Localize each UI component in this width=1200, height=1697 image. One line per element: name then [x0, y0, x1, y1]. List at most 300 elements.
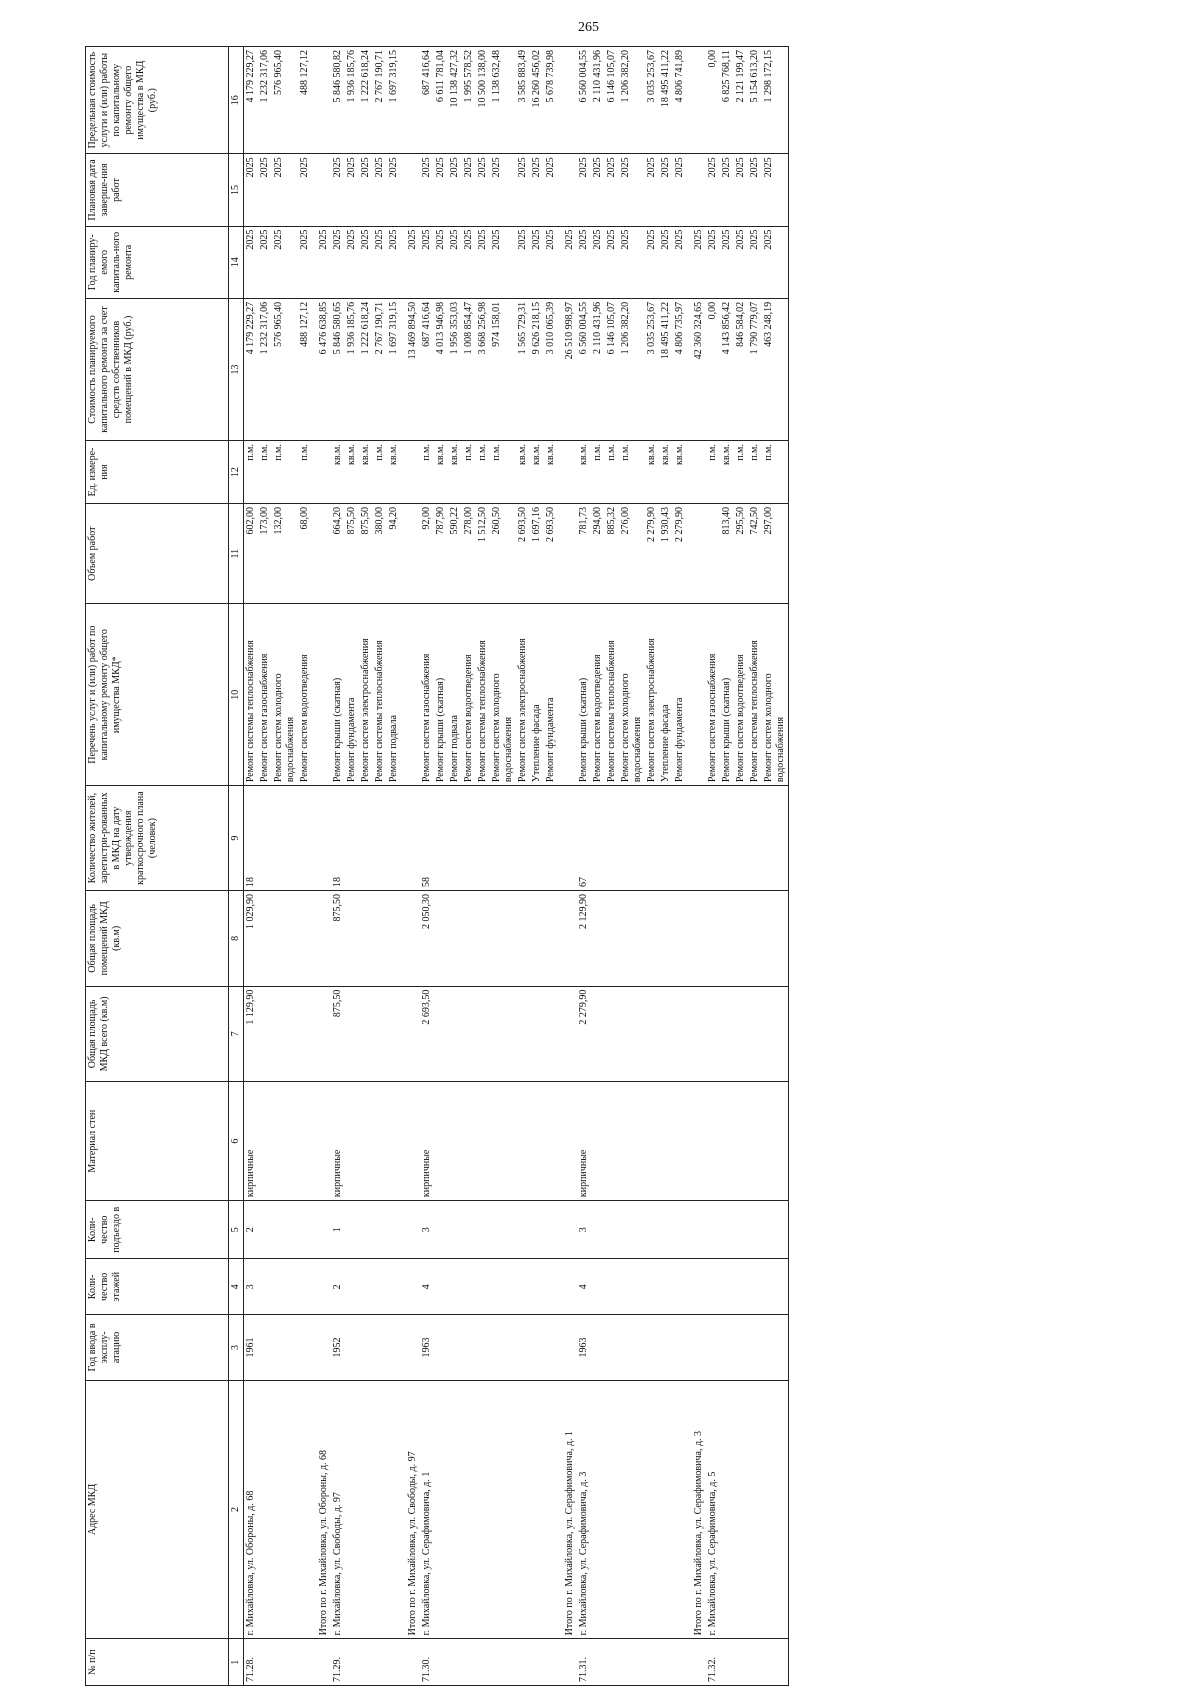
empty-cell [401, 1259, 420, 1315]
work-unit-cell: п.м. [748, 441, 762, 504]
address-cell [345, 1380, 359, 1639]
work-limit-cell: 576 965,40 [272, 47, 298, 154]
floors-cell [258, 1259, 272, 1315]
total-area-cell [619, 986, 645, 1082]
work-year-cell: 2025 [645, 226, 659, 298]
wall-material-cell [258, 1082, 272, 1201]
total-row [687, 47, 706, 1686]
year-commissioned-cell [544, 1315, 558, 1380]
residents-cell [373, 786, 387, 891]
work-cost-cell: 576 965,40 [272, 298, 298, 440]
column-number-8: 8 [229, 891, 244, 987]
empty-cell [401, 1315, 420, 1380]
table-row [258, 47, 272, 1686]
residents-cell [462, 786, 476, 891]
address-cell [762, 1380, 789, 1639]
work-end-cell: 2025 [490, 154, 516, 226]
floors-cell [619, 1259, 645, 1315]
total-area-cell [462, 986, 476, 1082]
column-header-7: Общая площадь МКД всего (кв.м) [86, 986, 229, 1082]
total-area-cell [734, 986, 748, 1082]
empty-cell [401, 504, 420, 604]
work-limit-cell: 1 232 317,06 [258, 47, 272, 154]
rooms-area-cell [516, 891, 530, 987]
residents-cell [490, 786, 516, 891]
column-number-13: 13 [229, 298, 244, 440]
work-cost-cell: 9 626 218,15 [530, 298, 544, 440]
year-commissioned-cell [345, 1315, 359, 1380]
work-cost-cell: 4 143 856,42 [720, 298, 734, 440]
empty-cell [558, 504, 577, 604]
rooms-area-cell [373, 891, 387, 987]
total-cost: 42 360 324,65 [687, 298, 706, 440]
work-year-cell: 2025 [373, 226, 387, 298]
work-cost-cell: 5 846 580,65 [331, 298, 345, 440]
rooms-area-cell [387, 891, 401, 987]
work-year-cell: 2025 [298, 226, 312, 298]
work-year-cell: 2025 [345, 226, 359, 298]
empty-cell [401, 986, 420, 1082]
residents-cell [605, 786, 619, 891]
column-header-10: Перечень услуг и (или) работ по капитальному ремонту общего имущества МКД* [86, 604, 229, 786]
wall-material-cell: кирпичные [577, 1082, 591, 1201]
table-row [659, 47, 673, 1686]
residents-cell [706, 786, 720, 891]
work-cost-cell: 4 806 735,97 [673, 298, 687, 440]
empty-cell [312, 986, 331, 1082]
work-limit-cell: 1 697 319,15 [387, 47, 401, 154]
work-cost-cell: 463 248,19 [762, 298, 789, 440]
year-commissioned-cell [720, 1315, 734, 1380]
row-number [591, 1639, 605, 1686]
table-row [645, 47, 659, 1686]
work-limit-cell: 18 495 411,22 [659, 47, 673, 154]
entrances-cell [490, 1201, 516, 1259]
table-header [86, 47, 244, 1686]
work-unit-cell: п.м. [373, 441, 387, 504]
entrances-cell [720, 1201, 734, 1259]
work-limit-cell: 687 416,64 [420, 47, 434, 154]
total-label: Итого по г. Михайловка, ул. Серафимовича, д. 3 [687, 1380, 706, 1639]
work-unit-cell: п.м. [706, 441, 720, 504]
wall-material-cell [734, 1082, 748, 1201]
address-cell [720, 1380, 734, 1639]
row-number [298, 1639, 312, 1686]
work-end-cell: 2025 [272, 154, 298, 226]
work-end-cell: 2025 [619, 154, 645, 226]
residents-cell [448, 786, 462, 891]
work-volume-cell: 602,00 [244, 504, 259, 604]
work-year-cell: 2025 [748, 226, 762, 298]
total-area-cell [762, 986, 789, 1082]
address-cell [591, 1380, 605, 1639]
column-header-16: Предельная стоимость услуги и (или) работы по капитальному ремонту общего имущества в МКД (руб.) [86, 47, 229, 154]
work-end-cell: 2025 [345, 154, 359, 226]
empty-cell [312, 47, 331, 154]
row-number: 71.28. [244, 1639, 259, 1686]
empty-cell [687, 1315, 706, 1380]
wall-material-cell: кирпичные [331, 1082, 345, 1201]
work-name-cell: Ремонт систем водоотведения [462, 604, 476, 786]
floors-cell [476, 1259, 490, 1315]
work-year-cell: 2025 [462, 226, 476, 298]
work-cost-cell: 687 416,64 [420, 298, 434, 440]
work-limit-cell: 5 678 739,98 [544, 47, 558, 154]
entrances-cell: 1 [331, 1201, 345, 1259]
address-cell: г. Михайловка, ул. Серафимовича, д. 1 [420, 1380, 434, 1639]
table-row [748, 47, 762, 1686]
work-end-cell: 2025 [258, 154, 272, 226]
work-year-cell: 2025 [490, 226, 516, 298]
column-number-14: 14 [229, 226, 244, 298]
rooms-area-cell [530, 891, 544, 987]
rooms-area-cell [645, 891, 659, 987]
rooms-area-cell [448, 891, 462, 987]
floors-cell: 3 [244, 1259, 259, 1315]
work-volume-cell: 294,00 [591, 504, 605, 604]
work-volume-cell: 781,73 [577, 504, 591, 604]
work-volume-cell: 297,00 [762, 504, 789, 604]
floors-cell [298, 1259, 312, 1315]
work-end-cell: 2025 [298, 154, 312, 226]
entrances-cell [762, 1201, 789, 1259]
work-end-cell: 2025 [434, 154, 448, 226]
work-name-cell: Ремонт фундамента [345, 604, 359, 786]
work-cost-cell: 3 668 256,98 [476, 298, 490, 440]
wall-material-cell [298, 1082, 312, 1201]
rooms-area-cell: 1 029,90 [244, 891, 259, 987]
empty-cell [401, 891, 420, 987]
year-commissioned-cell: 1963 [420, 1315, 434, 1380]
year-commissioned-cell [659, 1315, 673, 1380]
total-cost: 13 469 894,50 [401, 298, 420, 440]
column-number-16: 16 [229, 47, 244, 154]
column-header-14: Год планиру-емого капиталь-ного ремонта [86, 226, 229, 298]
address-cell [530, 1380, 544, 1639]
work-unit-cell: п.м. [619, 441, 645, 504]
entrances-cell: 3 [420, 1201, 434, 1259]
column-number-3: 3 [229, 1315, 244, 1380]
table-row [619, 47, 645, 1686]
floors-cell [645, 1259, 659, 1315]
residents-cell: 18 [331, 786, 345, 891]
table-row [591, 47, 605, 1686]
table-row [476, 47, 490, 1686]
work-end-cell: 2025 [244, 154, 259, 226]
empty-cell [687, 1201, 706, 1259]
work-volume-cell: 94,20 [387, 504, 401, 604]
work-year-cell: 2025 [577, 226, 591, 298]
residents-cell [748, 786, 762, 891]
work-limit-cell: 3 035 253,67 [645, 47, 659, 154]
total-area-cell [591, 986, 605, 1082]
work-end-cell: 2025 [516, 154, 530, 226]
work-volume-cell: 787,90 [434, 504, 448, 604]
work-end-cell: 2025 [591, 154, 605, 226]
rooms-area-cell [434, 891, 448, 987]
work-name-cell: Ремонт систем газоснабжения [258, 604, 272, 786]
address-cell [659, 1380, 673, 1639]
total-area-cell [434, 986, 448, 1082]
row-number [490, 1639, 516, 1686]
address-cell [544, 1380, 558, 1639]
work-limit-cell: 2 121 199,47 [734, 47, 748, 154]
work-name-cell: Ремонт крыши (скатная) [331, 604, 345, 786]
total-area-cell [673, 986, 687, 1082]
wall-material-cell [605, 1082, 619, 1201]
empty-cell [687, 604, 706, 786]
total-area-cell [516, 986, 530, 1082]
wall-material-cell: кирпичные [244, 1082, 259, 1201]
work-unit-cell: кв.м. [659, 441, 673, 504]
empty-cell [558, 154, 577, 226]
empty-cell [312, 1639, 331, 1686]
address-cell [605, 1380, 619, 1639]
work-year-cell: 2025 [434, 226, 448, 298]
rooms-area-cell [659, 891, 673, 987]
residents-cell [359, 786, 373, 891]
total-cost: 26 510 998,97 [558, 298, 577, 440]
work-end-cell: 2025 [420, 154, 434, 226]
work-limit-cell: 4 806 741,89 [673, 47, 687, 154]
work-cost-cell: 488 127,12 [298, 298, 312, 440]
residents-cell: 67 [577, 786, 591, 891]
address-cell [462, 1380, 476, 1639]
floors-cell [345, 1259, 359, 1315]
work-cost-cell: 1 008 854,47 [462, 298, 476, 440]
year-commissioned-cell [748, 1315, 762, 1380]
work-limit-cell: 1 206 382,20 [619, 47, 645, 154]
empty-cell [312, 441, 331, 504]
table-row [762, 47, 789, 1686]
year-commissioned-cell [605, 1315, 619, 1380]
column-number-4: 4 [229, 1259, 244, 1315]
row-number [748, 1639, 762, 1686]
work-cost-cell: 2 110 431,96 [591, 298, 605, 440]
empty-cell [312, 154, 331, 226]
work-unit-cell: кв.м. [720, 441, 734, 504]
entrances-cell [591, 1201, 605, 1259]
work-unit-cell: кв.м. [434, 441, 448, 504]
work-name-cell: Ремонт систем водоотведения [298, 604, 312, 786]
empty-cell [401, 1201, 420, 1259]
floors-cell: 4 [577, 1259, 591, 1315]
total-area-cell [645, 986, 659, 1082]
capital-repair-table [85, 46, 789, 1686]
year-commissioned-cell [462, 1315, 476, 1380]
rooms-area-cell [258, 891, 272, 987]
entrances-cell [706, 1201, 720, 1259]
wall-material-cell [591, 1082, 605, 1201]
year-commissioned-cell [298, 1315, 312, 1380]
work-name-cell: Ремонт систем электроснабжения [359, 604, 373, 786]
work-end-cell: 2025 [331, 154, 345, 226]
empty-cell [687, 47, 706, 154]
table-row [345, 47, 359, 1686]
floors-cell [762, 1259, 789, 1315]
work-volume-cell: 813,40 [720, 504, 734, 604]
work-name-cell: Ремонт крыши (скатная) [434, 604, 448, 786]
table-row [298, 47, 312, 1686]
work-year-cell: 2025 [706, 226, 720, 298]
empty-cell [401, 604, 420, 786]
year-commissioned-cell [359, 1315, 373, 1380]
table-row [462, 47, 476, 1686]
table-row [706, 47, 720, 1686]
work-year-cell: 2025 [420, 226, 434, 298]
address-cell [516, 1380, 530, 1639]
empty-cell [312, 1259, 331, 1315]
work-unit-cell: кв.м. [448, 441, 462, 504]
table-row [359, 47, 373, 1686]
table-row [516, 47, 530, 1686]
residents-cell [619, 786, 645, 891]
work-year-cell: 2025 [516, 226, 530, 298]
row-number [673, 1639, 687, 1686]
column-number-12: 12 [229, 441, 244, 504]
work-end-cell: 2025 [720, 154, 734, 226]
column-number-11: 11 [229, 504, 244, 604]
total-area-cell [605, 986, 619, 1082]
floors-cell [720, 1259, 734, 1315]
work-year-cell: 2025 [673, 226, 687, 298]
rotated-table-container [85, 46, 1115, 1686]
rooms-area-cell: 2 050,30 [420, 891, 434, 987]
work-volume-cell: 68,00 [298, 504, 312, 604]
work-name-cell: Ремонт систем газоснабжения [706, 604, 720, 786]
work-year-cell: 2025 [244, 226, 259, 298]
empty-cell [687, 986, 706, 1082]
column-header-1: № п/п [86, 1639, 229, 1686]
work-limit-cell: 4 179 229,27 [244, 47, 259, 154]
total-area-cell [659, 986, 673, 1082]
total-area-cell: 2 279,90 [577, 986, 591, 1082]
address-cell: г. Михайловка, ул. Свободы, д. 97 [331, 1380, 345, 1639]
work-end-cell: 2025 [476, 154, 490, 226]
work-cost-cell: 0,00 [706, 298, 720, 440]
row-number [659, 1639, 673, 1686]
address-cell [734, 1380, 748, 1639]
empty-cell [558, 441, 577, 504]
year-commissioned-cell [734, 1315, 748, 1380]
floors-cell: 2 [331, 1259, 345, 1315]
work-year-cell: 2025 [448, 226, 462, 298]
wall-material-cell [434, 1082, 448, 1201]
floors-cell [272, 1259, 298, 1315]
residents-cell [720, 786, 734, 891]
wall-material-cell [762, 1082, 789, 1201]
total-area-cell [748, 986, 762, 1082]
wall-material-cell: кирпичные [420, 1082, 434, 1201]
entrances-cell [345, 1201, 359, 1259]
empty-cell [312, 604, 331, 786]
floors-cell [373, 1259, 387, 1315]
work-limit-cell: 6 560 004,55 [577, 47, 591, 154]
work-unit-cell: кв.м. [331, 441, 345, 504]
rooms-area-cell [490, 891, 516, 987]
floors-cell [673, 1259, 687, 1315]
total-area-cell [298, 986, 312, 1082]
wall-material-cell [516, 1082, 530, 1201]
work-year-cell: 2025 [605, 226, 619, 298]
work-end-cell: 2025 [748, 154, 762, 226]
work-cost-cell: 2 767 190,71 [373, 298, 387, 440]
entrances-cell [544, 1201, 558, 1259]
table-body [244, 47, 789, 1686]
year-commissioned-cell [434, 1315, 448, 1380]
wall-material-cell [272, 1082, 298, 1201]
work-name-cell: Ремонт систем газоснабжения [420, 604, 434, 786]
work-unit-cell: п.м. [605, 441, 619, 504]
work-name-cell: Ремонт фундамента [544, 604, 558, 786]
table-row [331, 47, 345, 1686]
work-cost-cell: 1 222 618,24 [359, 298, 373, 440]
work-year-cell: 2025 [762, 226, 789, 298]
address-cell [645, 1380, 659, 1639]
total-area-cell [530, 986, 544, 1082]
total-area-cell: 875,50 [331, 986, 345, 1082]
work-year-cell: 2025 [331, 226, 345, 298]
empty-cell [558, 786, 577, 891]
work-year-cell: 2025 [258, 226, 272, 298]
work-end-cell: 2025 [448, 154, 462, 226]
empty-cell [401, 1639, 420, 1686]
residents-cell [645, 786, 659, 891]
residents-cell [762, 786, 789, 891]
rooms-area-cell [591, 891, 605, 987]
empty-cell [558, 986, 577, 1082]
work-volume-cell: 132,00 [272, 504, 298, 604]
work-year-cell: 2025 [544, 226, 558, 298]
empty-cell [558, 47, 577, 154]
residents-cell [258, 786, 272, 891]
work-volume-cell: 278,00 [462, 504, 476, 604]
floors-cell [516, 1259, 530, 1315]
work-end-cell: 2025 [706, 154, 720, 226]
year-commissioned-cell: 1952 [331, 1315, 345, 1380]
work-volume-cell: 2 279,90 [645, 504, 659, 604]
residents-cell [673, 786, 687, 891]
floors-cell [605, 1259, 619, 1315]
total-area-cell [258, 986, 272, 1082]
work-unit-cell: кв.м. [544, 441, 558, 504]
address-cell [434, 1380, 448, 1639]
wall-material-cell [373, 1082, 387, 1201]
rooms-area-cell: 875,50 [331, 891, 345, 987]
work-end-cell: 2025 [605, 154, 619, 226]
table-row [720, 47, 734, 1686]
work-end-cell: 2025 [577, 154, 591, 226]
work-volume-cell: 885,32 [605, 504, 619, 604]
total-area-cell: 2 693,50 [420, 986, 434, 1082]
rooms-area-cell: 2 129,90 [577, 891, 591, 987]
entrances-cell [359, 1201, 373, 1259]
wall-material-cell [544, 1082, 558, 1201]
entrances-cell [373, 1201, 387, 1259]
wall-material-cell [748, 1082, 762, 1201]
work-unit-cell: п.м. [490, 441, 516, 504]
work-unit-cell: п.м. [476, 441, 490, 504]
total-row [558, 47, 577, 1686]
row-number [544, 1639, 558, 1686]
work-limit-cell: 1 995 578,52 [462, 47, 476, 154]
column-header-2: Адрес МКД [86, 1380, 229, 1639]
year-commissioned-cell [762, 1315, 789, 1380]
year-commissioned-cell [530, 1315, 544, 1380]
table-row [244, 47, 259, 1686]
year-commissioned-cell: 1961 [244, 1315, 259, 1380]
work-unit-cell: кв.м. [577, 441, 591, 504]
